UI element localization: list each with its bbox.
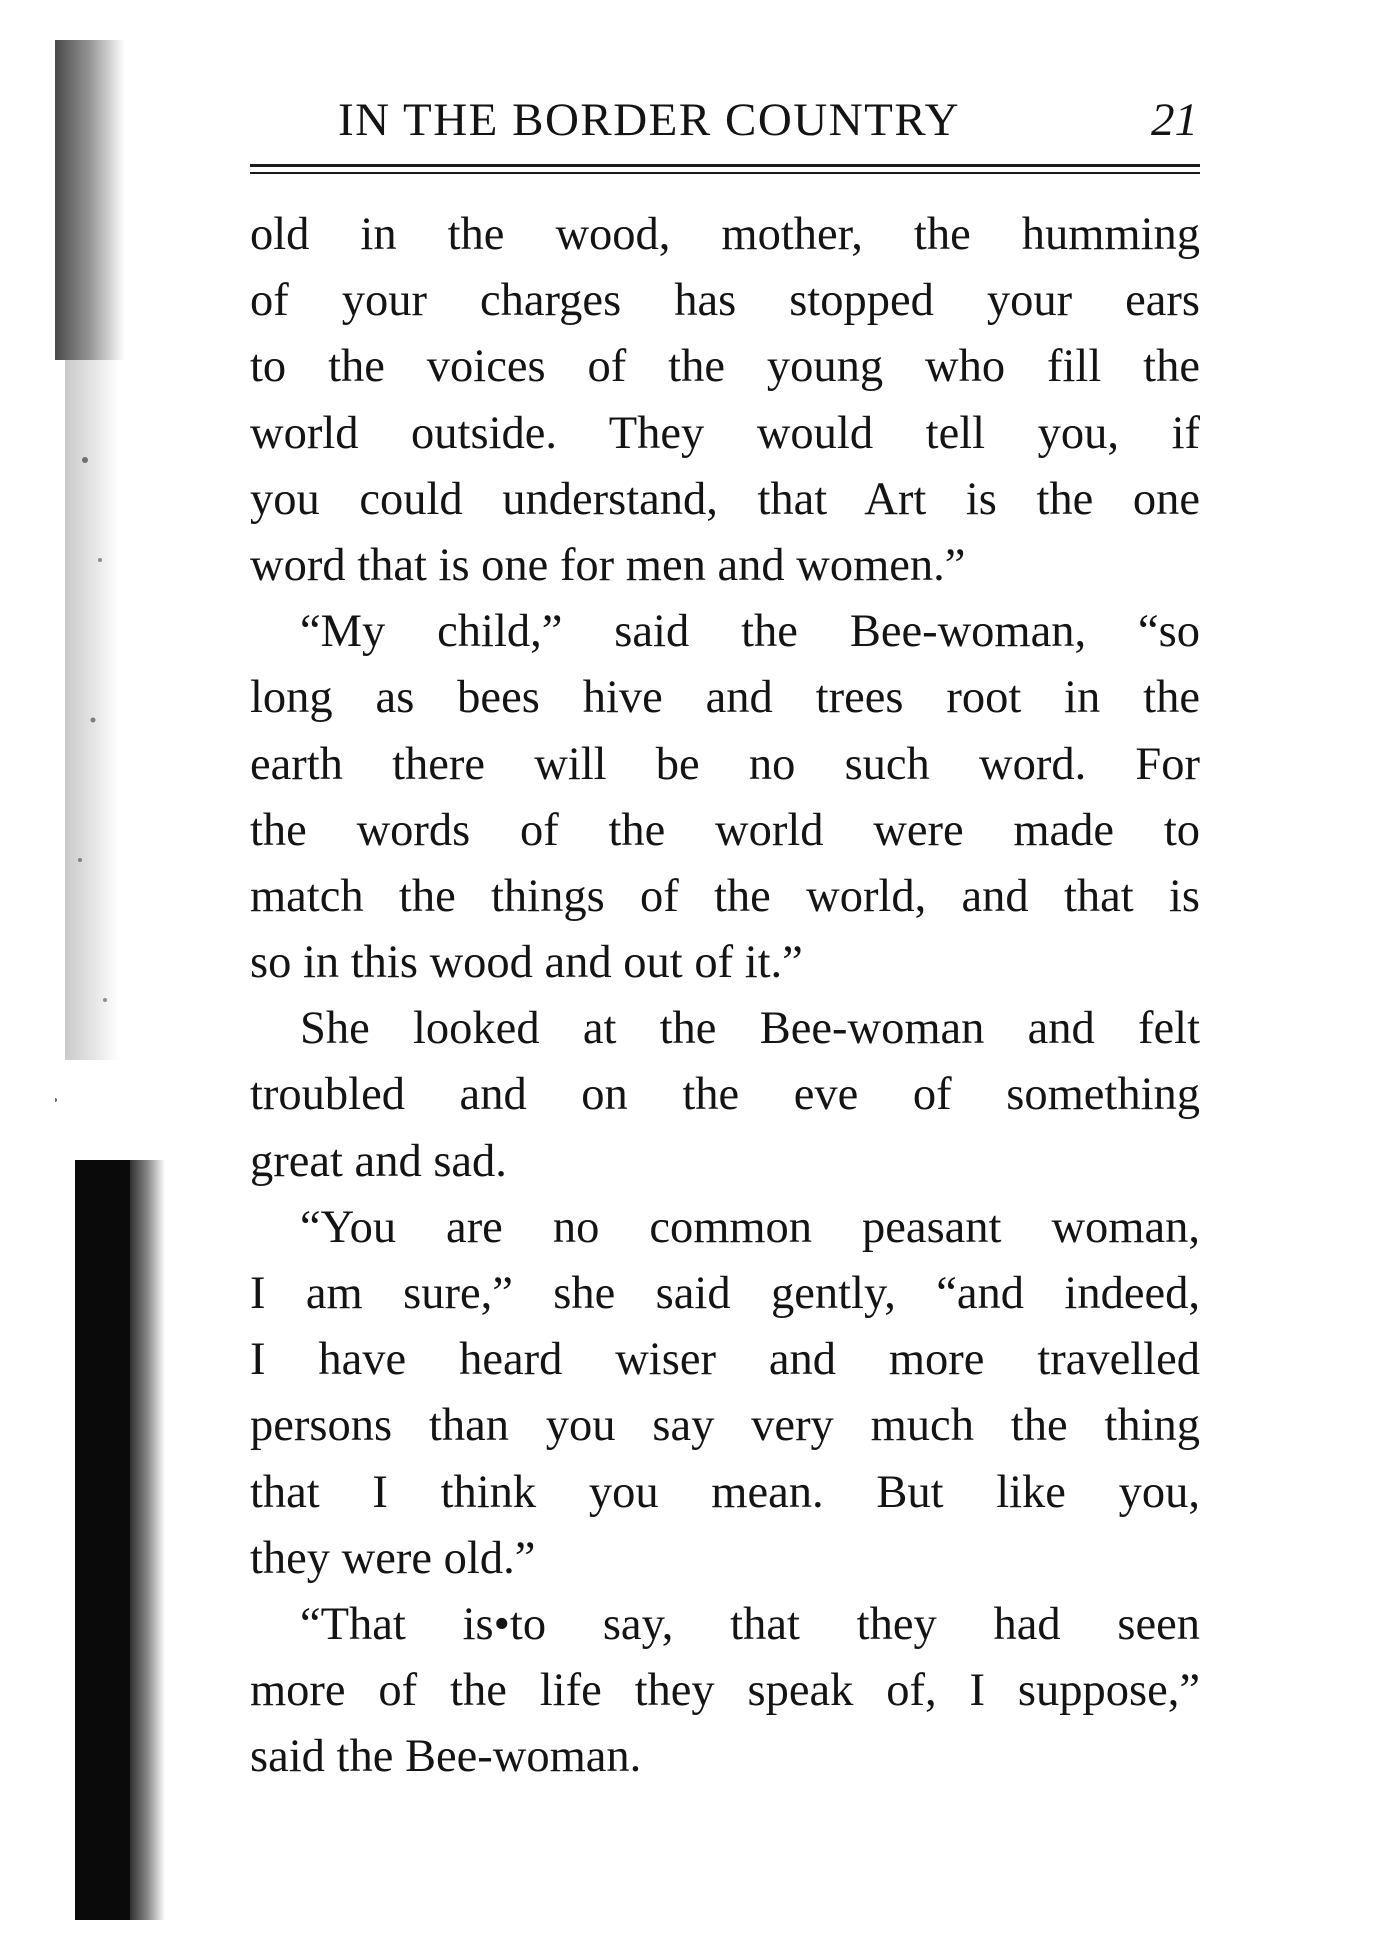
header-rule-thin (250, 172, 1200, 174)
text-line: match the things of the world, and that is (250, 870, 1200, 922)
text-line: long as bees hive and trees root in the (250, 672, 1200, 724)
text-line: “My child,” said the Bee-woman, “so (300, 606, 1200, 658)
text-line: more of the life they speak of, I suppose,” (250, 1665, 1200, 1717)
text-line: “You are no common peasant woman, (300, 1201, 1200, 1253)
text-line: they were old.” (250, 1532, 536, 1584)
page-number: 21 (1151, 94, 1198, 146)
text-line: troubled and on the eve of something (250, 1069, 1200, 1121)
binding-shadow (55, 40, 175, 1920)
text-line: word that is one for men and women.” (250, 539, 966, 591)
text-line: to the voices of the young who fill the (250, 341, 1200, 393)
text-line: I have heard wiser and more travelled (250, 1334, 1200, 1386)
text-line: old in the wood, mother, the humming (250, 209, 1200, 260)
header-rule-thick (250, 164, 1200, 167)
text-line: I am sure,” she said gently, “and indeed, (250, 1268, 1200, 1319)
text-line: “That is•to say, that they had seen (300, 1598, 1200, 1650)
text-line: the words of the world were made to (250, 804, 1200, 856)
text-line: you could understand, that Art is the one (250, 473, 1200, 525)
text-line: that I think you mean. But like you, (250, 1466, 1200, 1518)
text-line: of your charges has stopped your ears (250, 275, 1200, 327)
running-head-title: IN THE BORDER COUNTRY (338, 94, 961, 146)
text-line: persons than you say very much the thing (250, 1400, 1200, 1452)
text-line: world outside. They would tell you, if (250, 407, 1200, 459)
text-line: great and sad. (250, 1135, 507, 1187)
body-text (250, 202, 1200, 1791)
running-head (250, 90, 1200, 150)
text-line: said the Bee-woman. (250, 1731, 642, 1783)
text-line: She looked at the Bee-woman and felt (300, 1003, 1200, 1055)
text-line: so in this wood and out of it.” (250, 937, 803, 989)
text-line: earth there will be no such word. For (250, 738, 1200, 790)
